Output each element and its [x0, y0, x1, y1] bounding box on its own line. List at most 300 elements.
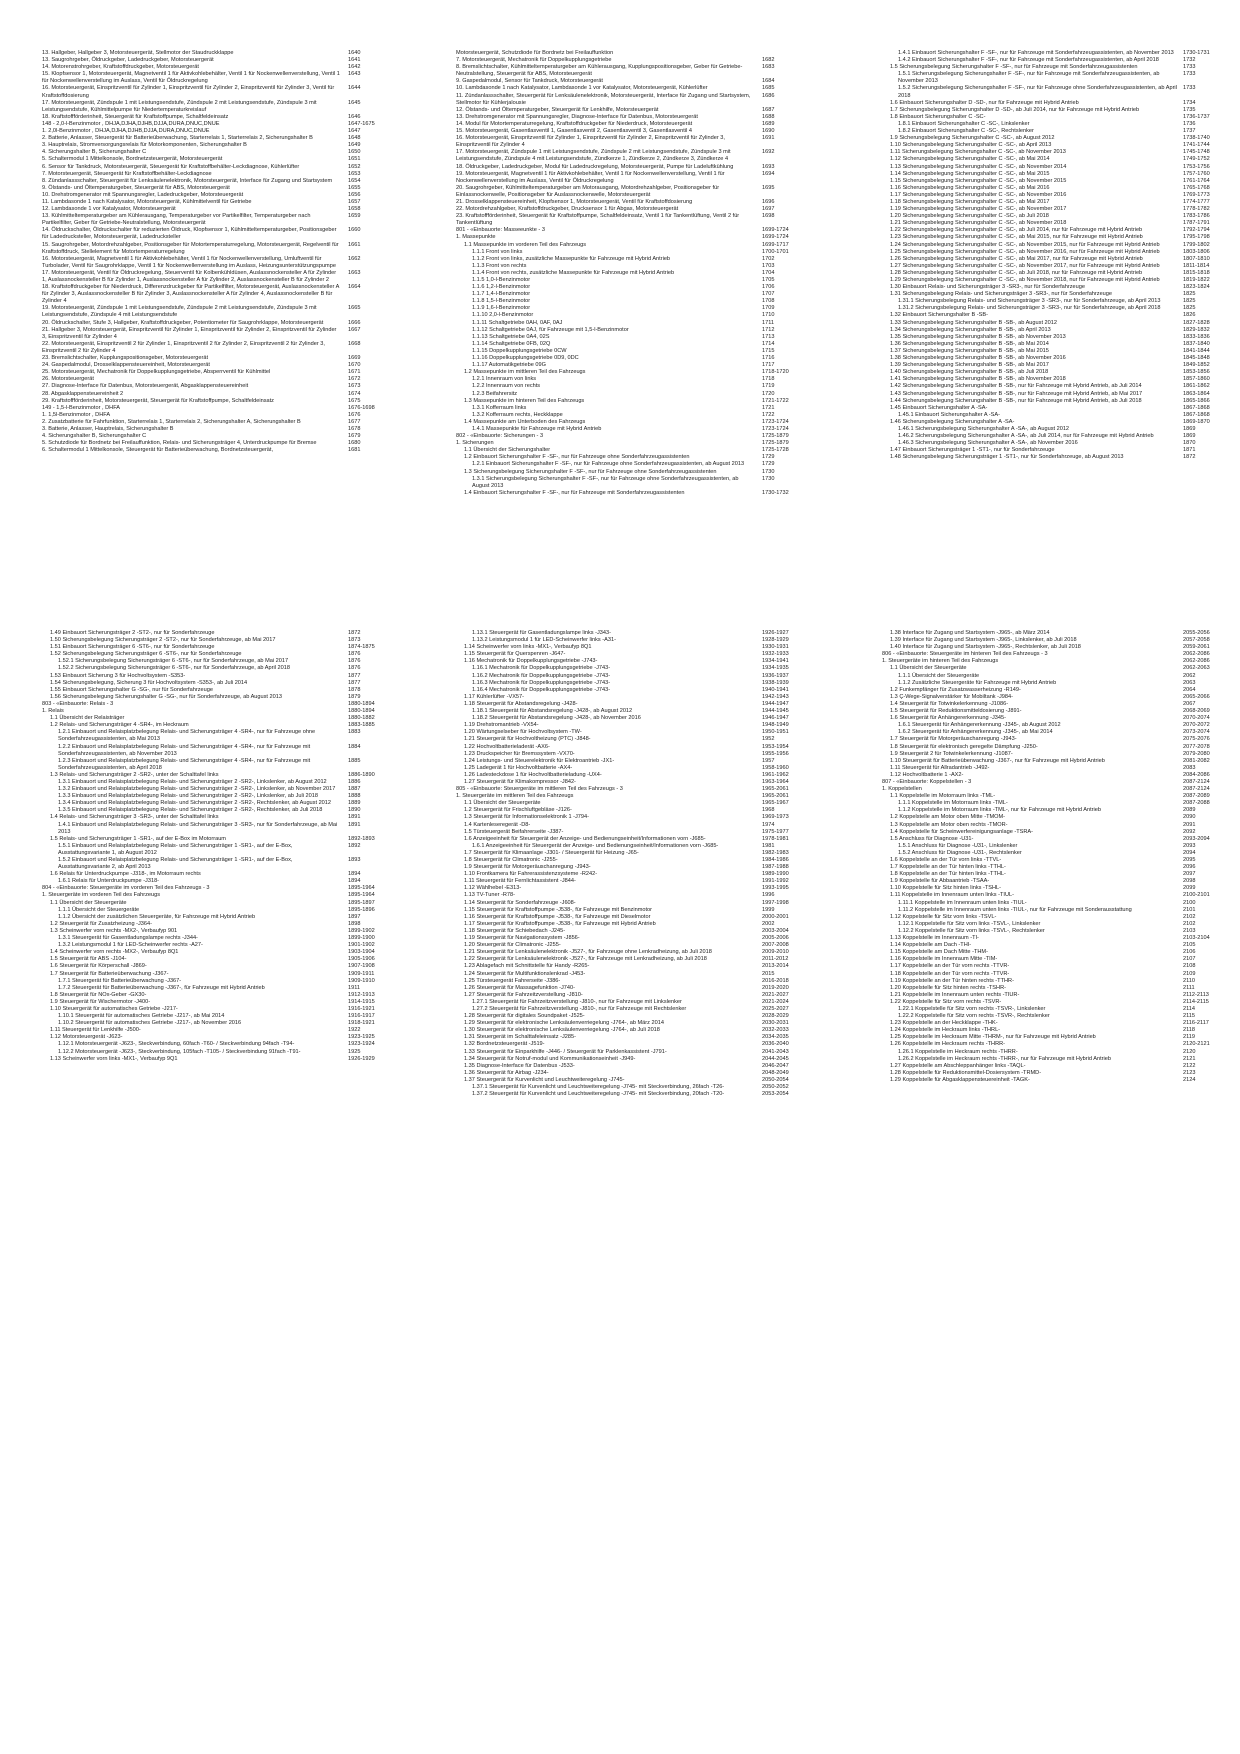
toc-entry [42, 814, 392, 821]
toc-entry-title: 9. Gaspedalmodul, Sensor für Tankdruck, Motorsteuergerät [456, 78, 603, 85]
toc-entry [882, 334, 1227, 341]
toc-entry-title: 1.4 Massepunkte am Unterboden des Fahrzeugs [464, 418, 586, 425]
toc-entry [882, 376, 1227, 383]
toc-entry [456, 878, 806, 885]
toc-entry [456, 673, 806, 680]
toc-entry-title: 1.31 Sicherungsbelegung Relais- und Sicherungsträger 3 -SR3-, nur für Sonderfahrzeuge [890, 291, 1113, 298]
toc-entry-title: 1.38 Interface für Zugang und Startsystem -J965-, ab März 2014 [890, 630, 1050, 636]
toc-entry [882, 128, 1227, 135]
toc-entry-page: 1895-1897 [348, 899, 375, 906]
toc-entry [882, 992, 1227, 999]
toc-entry [42, 715, 392, 722]
toc-entry [882, 793, 1227, 800]
toc-entry-page: 1895-1964 [348, 885, 375, 892]
toc-entry-page: 1669 [348, 355, 361, 362]
toc-entry [456, 772, 806, 779]
toc-entry-title: 1.7.2 Steuergerät für Batterieüberwachung -J367-, für Fahrzeuge mit Hybrid Antrieb [58, 984, 265, 991]
toc-entry-title: 1.18 Koppelstelle an der Tür vorn rechts -TTVR- [890, 970, 1010, 977]
toc-entry-page: 1877 [348, 679, 361, 686]
toc-entry-page: 1642 [348, 64, 361, 71]
toc-entry-title: 1.12.1 Motorsteuergerät -J623-, Steckverbindung, 60fach -T60- / Steckverbindung 94fach -T94- [58, 1041, 295, 1048]
toc-entry-page: 2013-2014 [762, 963, 789, 970]
toc-entry-title: 8. Zündanlassschalter, Steuergerät für Lenksäulenelektronik, Motorsteuergerät, Interface für Zugang und Startsystem [42, 177, 333, 184]
toc-entry-title: 23. Kraftstoffförderinheit, Steuergerät für Kraftstoffpumpe, Schaltfeldeinsatz, Ventil 1 für Tankentlüftung, Ventil 2 für Tankentlüftung [456, 213, 740, 227]
toc-entry-page: 2003-2004 [762, 927, 789, 934]
toc-entry-page: 1877 [348, 672, 361, 679]
toc-entry [456, 412, 806, 419]
toc-entry-title: 1.5.2 Einbauort und Relaisplatzbelegung Relais- und Sicherungsträger 1 -SR1-, auf der E-Box, Ausstattungsvariante 2, ab April 2013 [58, 857, 293, 871]
toc-entry-page: 1829-1832 [1183, 326, 1210, 333]
toc-entry-title: 1.27.2 Steuergerät für Fahrzeitzverstellung -J810-, nur für Fahrzeuge mit Rechtslenker [472, 1005, 687, 1012]
toc-entry [882, 843, 1227, 850]
toc-entry [42, 156, 392, 163]
toc-entry-page: 2015 [762, 970, 775, 977]
toc-entry [882, 836, 1227, 843]
toc-entry-title: 1.22.2 Koppelstelle für Sitz vorn rechts -TSVR-, Rechtslenker [898, 1013, 1050, 1020]
toc-entry [882, 1077, 1227, 1084]
toc-entry-page: 1692 [762, 149, 775, 156]
toc-entry [42, 57, 392, 64]
toc-entry-page: 1833-1836 [1183, 333, 1210, 340]
toc-entry [456, 341, 806, 348]
toc-entry [456, 956, 806, 963]
toc-entry [456, 454, 806, 461]
toc-entry [42, 935, 392, 942]
toc-entry-title: 1.1 Übersicht der Steuergeräte [890, 665, 967, 672]
toc-entry-title: 11. Lambdasonde 1 nach Katalysator, Motorsteuergerät, Kühlmittelventil für Getriebe [42, 198, 252, 205]
toc-entry-title: 1.1.2 Front von links, zusätzliche Massepunkte für Fahrzeuge mit Hybrid Antrieb [472, 255, 671, 262]
toc-entry-page: 2103 [1183, 927, 1196, 934]
toc-entry [42, 1041, 392, 1048]
toc-entry-title: 1.42 Sicherungsbelegung Sicherungshalter B -SB-, nur für Fahrzeuge mit Hybrid Antrieb, ab Juli 2014 [890, 383, 1142, 390]
toc-entry-title: 1.3.3 Einbauort und Relaisplatzbelegung Relais- und Sicherungsträger 2 -SR2-, Linkslenker, ab Juli 2018 [58, 793, 318, 800]
toc-entry-title: 1.8.1 Einbauort Sicherungshalter C -SC-, Linkslenker [898, 120, 1030, 127]
toc-entry-page: 1989-1990 [762, 871, 789, 878]
toc-entry-title: 1.18.2 Steuergerät für Abstandsregelung -J428-, ab November 2016 [472, 715, 641, 722]
toc-entry-page: 1878 [348, 686, 361, 693]
toc-entry-title: 1.2 Einbauort Sicherungshalter F -SF-, nur für Fahrzeuge ohne Sonderfahrzeugassistenten [464, 454, 690, 461]
toc-entry-title: 1.43 Sicherungsbelegung Sicherungshalter B -SB-, nur für Fahrzeuge mit Hybrid Antrieb, ab Mai 2017 [890, 390, 1143, 397]
toc-entry-page: 1936-1937 [762, 672, 789, 679]
toc-entry-title: 1.1.2 Zusätzliche Steuergeräte für Fahrzeuge mit Hybrid Antrieb [898, 679, 1057, 686]
toc-entry-page: 2087-2124 [1183, 778, 1210, 785]
toc-entry-title: 4. Sicherungshalter B, Sicherungshalter C [42, 433, 147, 440]
toc-entry [42, 800, 392, 807]
toc-entry-title: 1.4.2 Einbauort Sicherungshalter F -SF-, nur für Fahrzeuge mit Sonderfahrzeugassistenten, ab April 2018 [898, 57, 1159, 64]
toc-entry-page: 1815-1818 [1183, 269, 1210, 276]
toc-entry-page: 1733 [1183, 85, 1196, 92]
toc-entry-page: 2016-2018 [762, 977, 789, 984]
toc-entry [456, 885, 806, 892]
toc-entry-page: 2120 [1183, 1048, 1196, 1055]
toc-entry-page: 1930-1931 [762, 644, 789, 651]
toc-entry [456, 57, 806, 64]
toc-entry-title: 16. Motorsteuergerät, Einspritzventil für Zylinder 1, Einspritzventil für Zylinder 2, Einspritzventil für Zylinder 3, Einspritzventil für Zylinder 4 [456, 135, 725, 149]
toc-entry [456, 971, 806, 978]
toc-entry-page: 2107 [1183, 956, 1196, 963]
toc-entry-page: 1963-1964 [762, 778, 789, 785]
toc-entry-page: 1681 [348, 447, 361, 454]
toc-entry-page: 1894 [348, 878, 361, 885]
toc-entry-title: 1.24 Leistungs- und Steuerelektronik für Elektroantrieb -JX1- [464, 757, 615, 764]
toc-entry [42, 1027, 392, 1034]
toc-entry-title: 1.5.1 Anschluss für Diagnose -U31-, Linkslenker [898, 842, 1018, 849]
toc-entry-page: 1733 [1183, 71, 1196, 78]
toc-entry-page: 1961-1962 [762, 771, 789, 778]
toc-entry-page: 1879 [348, 693, 361, 700]
toc-entry-page: 1729 [762, 454, 775, 461]
toc-entry-page: 1965-2061 [762, 786, 789, 793]
toc-entry-title: 1. Steuergeräte im mittleren Teil des Fahrzeugs [456, 793, 574, 800]
toc-entry-page: 2028-2029 [762, 1013, 789, 1020]
toc-entry-title: 17. Motorsteuergerät, Zündspule 1 mit Leistungsendstufe, Zündspule 2 mit Leistungsendstufe, Zündspule 3 mit Leistungsendstufe, Kühlmittelpumpe für Niedertemperaturkreislauf [42, 99, 317, 113]
toc-entry-page: 1826 [1183, 312, 1196, 319]
toc-entry-page: 1717 [762, 362, 775, 369]
toc-entry [456, 426, 806, 433]
toc-entry-title: 1.1.8 1,5-l-Benzinmotor [472, 298, 531, 305]
toc-entry [456, 93, 806, 107]
toc-entry-page: 1867-1868 [1183, 411, 1210, 418]
toc-entry-page: 1650 [348, 149, 361, 156]
toc-entry-title: 1.23 Koppelstelle an der Heckklappe -THK- [890, 1020, 998, 1027]
toc-entry-page: 2112-2113 [1183, 991, 1209, 998]
toc-entry [42, 694, 392, 701]
toc-entry [42, 305, 392, 319]
toc-entry-title: 1.1.4 Front von rechts, zusätzliche Massepunkte für Fahrzeuge mit Hybrid Antrieb [472, 269, 675, 276]
toc-entry [42, 398, 392, 405]
toc-entry-title: 1.30 Steuergerät für elektronische Lenksäulenverriegelung -J764-, ab Juli 2018 [464, 1027, 660, 1034]
toc-entry-page: 1888 [348, 793, 361, 800]
toc-entry-page: 1725-1879 [762, 433, 789, 440]
toc-entry-title: 14. Modul für Motortemperaturregelung, Kraftstoffdruckgeber für Niederdruck, Motorsteuergerät [456, 120, 693, 127]
toc-entry-title: 1.45.1 Einbauort Sicherungshalter A -SA- [898, 411, 1000, 418]
toc-entry-title: 1.52.1 Sicherungsbelegung Sicherungsträger 6 -ST6-, nur für Sonderfahrzeuge, ab Mai 2017 [58, 658, 289, 665]
toc-entry-page: 1685 [762, 85, 775, 92]
toc-entry-page: 1811-1814 [1183, 262, 1210, 269]
toc-entry-title: 1.13.2 Leistungsmodul 1 für LED-Scheinwerfer links -A31- [472, 637, 616, 644]
toc-entry [456, 284, 806, 291]
toc-entry-title: 22. Motorsteuergerät, Einspritzventil 2 für Zylinder 1, Einspritzventil 2 für Zylinder 2, Einspritzventil 2 für Zylinder 3, Einspritzventil 2 für Zylinder 4 [42, 340, 325, 354]
toc-entry-title: 1.12 Koppelstelle für Sitz vorn links -TSVL- [890, 913, 997, 920]
toc-entry-page: 1723-1724 [762, 418, 789, 425]
toc-entry-page: 1709 [762, 305, 775, 312]
toc-entry-page: 1690 [762, 128, 775, 135]
toc-entry-title: 1.23 Druckspeicher für Bremssystem -VX70- [464, 750, 575, 757]
toc-entry-title: 1.45 Einbauort Sicherungshalter A -SA- [890, 404, 988, 411]
toc-entry [456, 786, 806, 793]
toc-entry-page: 1909-1910 [348, 977, 375, 984]
toc-entry [882, 1027, 1227, 1034]
toc-entry-page: 2094 [1183, 849, 1196, 856]
toc-entry-title: 1.26 Steuergerät für Massagefunktion -J740- [464, 984, 576, 991]
toc-entry-title: 1.13 Scheinwerfer vorn links -MX1-, Verbaufyp 9Q1 [50, 1055, 178, 1062]
toc-entry-page: 1916-1921 [348, 1005, 375, 1012]
toc-entry-page: 1730 [762, 468, 775, 475]
toc-entry-title: 1.10 Steuergerät für Batterieüberwachung -J367-, nur für Fahrzeuge mit Hybrid Antrieb [890, 757, 1105, 764]
toc-entry-title: 1. Relais [42, 708, 64, 715]
toc-entry [456, 320, 806, 327]
toc-entry-title: 1.34 Steuergerät für Notruf-modul und Kommunikationseinheit -J949- [464, 1055, 636, 1062]
toc-entry-page: 2123 [1183, 1069, 1196, 1076]
toc-entry [882, 644, 1227, 651]
toc-entry-title: 1.5 Steuergerät für ABS -J104- [50, 956, 127, 963]
toc-entry-title: 1.6.1 Steuergerät für Anhängererkennung -J345-, ab August 2012 [898, 722, 1061, 729]
toc-entry [882, 57, 1227, 64]
toc-entry-page: 1876 [348, 665, 361, 672]
toc-entry-title: 1.3.4 Einbauort und Relaisplatzbelegung Relais- und Sicherungsträger 2 -SR2-, Rechtslenker, ab August 2012 [58, 800, 332, 807]
toc-entry-title: 1.19 Koppelstelle an der Tür hinten rechts -TTHR- [890, 977, 1014, 984]
toc-entry [456, 651, 806, 658]
toc-entry [456, 50, 806, 57]
toc-entry [882, 447, 1227, 454]
toc-entry-page: 1948-1949 [762, 722, 789, 729]
toc-column-5 [456, 630, 806, 1098]
toc-entry-page: 1825 [1183, 291, 1196, 298]
toc-entry-title: 1.5 Türsteuergerät Beifahrerseite -J387- [464, 828, 564, 835]
toc-entry [42, 391, 392, 398]
toc-entry-title: 1.4 Kartenleseregerät -D8- [464, 821, 531, 828]
toc-entry [42, 928, 392, 935]
toc-entry [42, 843, 392, 857]
toc-entry-title: 1.2 Massepunkte im mittleren Teil des Fahrzeugs [464, 369, 586, 376]
toc-entry [882, 999, 1227, 1006]
toc-entry-page: 1883 [348, 729, 361, 736]
toc-entry-page: 2096 [1183, 864, 1196, 871]
toc-entry-title: 1.2.1 Einbauort Sicherungshalter F -SF-, nur für Fahrzeuge ohne Sonderfahrzeugassistenten, ab August 2013 [472, 461, 745, 468]
toc-entry [42, 722, 392, 729]
toc-entry-title: 28. Abgasklappensteuereinheit 2 [42, 390, 124, 397]
toc-entry-page: 1710 [762, 312, 775, 319]
toc-entry-title: 1.8 Steuergerät für Climatronic -J255- [464, 857, 558, 863]
toc-entry [882, 284, 1227, 291]
toc-entry [456, 362, 806, 369]
toc-entry [882, 220, 1227, 227]
toc-entry [882, 71, 1227, 85]
toc-entry-page: 1981 [762, 842, 775, 849]
toc-entry [456, 644, 806, 651]
toc-entry [882, 100, 1227, 107]
toc-entry-title: 18. Kraftstoffförderinheit, Steuergerät für Kraftstoffpumpe, Schaltfeldeinsatz [42, 113, 229, 120]
toc-entry-title: 1.15 Koppelstelle am Dach Mitte -THM- [890, 949, 988, 956]
toc-entry [882, 1063, 1227, 1070]
toc-entry-title: 12. Ölstands- und Öltemperaturgeber, Steuergerät für Lenkhilfe, Motorsteuergerät [456, 106, 659, 113]
toc-entry-title: 1.1 Übersicht der Sicherungshalter [464, 447, 551, 454]
toc-entry-title: 1.11.2 Koppelstelle im Innenraum unten links -TIUL-, nur für Fahrzeuge mit Sonderausstattung [898, 906, 1132, 913]
toc-entry [42, 956, 392, 963]
toc-entry [456, 327, 806, 334]
toc-entry-page: 1718-1720 [762, 369, 789, 376]
toc-entry-page: 1895-1964 [348, 892, 375, 899]
toc-entry [456, 1006, 806, 1013]
toc-entry-title: 1.21 Koppelstelle im Innenraum unten rechts -TIUR- [890, 991, 1020, 998]
toc-entry-page: 1653 [348, 170, 361, 177]
toc-entry-page: 1769-1773 [1183, 191, 1210, 198]
toc-entry [882, 1006, 1227, 1013]
toc-entry-title: 1.8 Einbauort Sicherungshalter C -SC- [890, 113, 986, 120]
toc-entry-page: 1730-1732 [762, 489, 789, 496]
toc-entry-page: 1892-1893 [348, 835, 375, 842]
toc-entry-page: 2099 [1183, 885, 1196, 892]
toc-entry [42, 227, 392, 241]
toc-entry [456, 234, 806, 241]
toc-entry-page: 1907-1908 [348, 963, 375, 970]
toc-entry-title: 1.24 Steuergerät für Multifunktionslenkrad -J453- [464, 970, 586, 977]
toc-entry-title: 1.1.3 Front von rechts [472, 262, 527, 269]
toc-entry-title: 1. Koppelstellen [882, 786, 922, 793]
toc-entry-page: 1741-1744 [1183, 142, 1210, 149]
toc-entry-title: 1.56 Sicherungsbelegung Sicherungshalter G -SG-, nur für Sonderfahrzeuge, ab August 2013 [50, 693, 282, 700]
toc-entry [42, 758, 392, 772]
toc-entry-page: 1926-1929 [348, 1055, 375, 1062]
toc-entry [456, 369, 806, 376]
toc-entry-page: 1774-1777 [1183, 198, 1210, 205]
toc-entry [42, 355, 392, 362]
toc-entry [882, 680, 1227, 687]
toc-entry-title: 1.30 Einbauort Relais- und Sicherungsträger 3 -SR3-, nur für Sonderfahrzeuge [890, 284, 1085, 291]
toc-entry [882, 320, 1227, 327]
toc-entry-title: 1.1 Übersicht der Steuergeräte [50, 899, 127, 906]
toc-entry-page: 1987-1988 [762, 864, 789, 871]
toc-entry-title: 1.1.2 Übersicht der zusätzlichen Steuergeräte, für Fahrzeuge mit Hybrid Antrieb [58, 913, 256, 920]
toc-entry [456, 928, 806, 935]
toc-entry-title: 1.27 Sicherungsbelegung Sicherungshalter C -SC-, ab November 2017, nur für Fahrzeuge mit Hybrid Antrieb [890, 262, 1160, 269]
toc-entry [456, 242, 806, 249]
toc-entry [882, 277, 1227, 284]
toc-entry-title: 1.31 Steuergerät im Schalttafeleinsatz -J285- [464, 1034, 576, 1041]
toc-entry [42, 405, 392, 412]
toc-entry [882, 807, 1227, 814]
toc-entry-title: 8. Bremslichtschalter, Kühlmitteltemperaturgeber am Kühlerausgang, Kupplungspositionsgeber, Geber für Getriebe-Neutralstellung, Steuergerät für ABS, Motorsteuergerät [456, 64, 743, 78]
toc-entry-title: 1.21 Steuergerät für Lenksäulenelektronik -J527-, für Fahrzeuge ohne Lenkradheizung, ab Juli 2018 [464, 949, 712, 956]
toc-entry [42, 680, 392, 687]
toc-entry-page: 1825 [1183, 298, 1196, 305]
toc-entry-title: 18. Öldruckgeber, Ladedruckgeber, Modul für Ladedruckregelung, Motorsteuergerät, Pumpe für Ladeluftkühlung [456, 163, 734, 170]
toc-entry [882, 963, 1227, 970]
toc-entry [456, 722, 806, 729]
toc-entry-page: 1901-1902 [348, 942, 375, 949]
toc-entry-page: 1893 [348, 857, 361, 863]
toc-entry-title: 1.4 Steuergerät für Totwinkelerkennung -J1086- [890, 700, 1009, 707]
toc-entry-title: 1.22 Koppelstelle für Sitz vorn rechts -TSVR- [890, 998, 1002, 1005]
toc-entry [42, 885, 392, 892]
toc-entry-page: 1721-1722 [762, 397, 789, 404]
toc-entry-title: 1.2.3 Einbauort und Relaisplatzbelegung Relais- und Sicherungsträger 4 -SR4-, nur für Fahrzeuge mit Sonderfahrzeugassistenten, ab April 2018 [58, 757, 311, 771]
toc-entry [456, 291, 806, 298]
toc-entry [882, 1056, 1227, 1063]
toc-entry [42, 644, 392, 651]
toc-entry [42, 419, 392, 426]
toc-entry-title: 1.6 Relais für Unterdruckpumpe -J318-, im Motorraum rechts [50, 871, 201, 878]
toc-entry-page: 1965-1967 [762, 800, 789, 807]
toc-entry-page: 2065-2066 [1183, 693, 1210, 700]
toc-entry [42, 878, 392, 885]
toc-entry-page: 1695 [762, 184, 775, 191]
toc-entry-title: 1.8 Steuergerät für NOx-Geber -GX30- [50, 991, 147, 998]
toc-entry-title: 25. Motorsteuergerät, Mechatronik für Doppelkupplungsgetriebe, Absperrventil für Kühlmittel [42, 369, 271, 376]
toc-entry-title: 149 - 1,5-l-Benzinmotor , DHFA [42, 404, 121, 411]
toc-entry [456, 128, 806, 135]
toc-entry-title: 1.46.2 Sicherungsbelegung Sicherungshalter A -SA-, ab Juli 2014, nur für Fahrzeuge mit Hybrid Antrieb [898, 433, 1154, 440]
toc-entry-title: 1.9 Steuergerät für Wischermotor -J400- [50, 998, 151, 1005]
toc-entry-page: 1720 [762, 390, 775, 397]
toc-entry-title: 1.36 Sicherungsbelegung Sicherungshalter B -SB-, ab Mai 2014 [890, 340, 1049, 347]
toc-column-1 [42, 50, 392, 454]
toc-entry-title: 1.3 Steuergerät für Informationselektronik 1 -J794- [464, 814, 589, 821]
toc-entry [882, 1013, 1227, 1020]
toc-entry-page: 1849-1852 [1183, 362, 1210, 369]
toc-entry [42, 892, 392, 899]
toc-entry-title: 1.52.2 Sicherungsbelegung Sicherungsträger 6 -ST6-, nur für Sonderfahrzeuge, ab April 2018 [58, 665, 290, 672]
toc-entry [42, 729, 392, 743]
toc-entry-page: 1916-1917 [348, 1013, 375, 1020]
toc-entry-title: 1.25 Türsteuergerät Fahrerseite -J386- [464, 977, 561, 984]
toc-entry [456, 447, 806, 454]
toc-entry-page: 2005-2006 [762, 935, 789, 942]
toc-entry-page: 1702 [762, 255, 775, 262]
toc-entry-title: 1.16.2 Mechatronik für Doppelkupplungsgetriebe -J743- [472, 672, 611, 679]
toc-entry [42, 701, 392, 708]
toc-entry [456, 270, 806, 277]
toc-entry-title: 1.11 Steuergerät für Allradantrieb -J492- [890, 764, 990, 771]
toc-entry-title: 1.16 Steuergerät für Kraftstoffpumpe -J538-, für Fahrzeuge mit Dieselmotor [464, 913, 651, 920]
toc-entry-title: 1.5.1 Einbauort und Relaisplatzbelegung Relais- und Sicherungsträger 1 -SR1-, auf der E-Box, Ausstattungsvariante 1, ab August 2012 [58, 842, 293, 856]
toc-entry-page: 1934-1935 [762, 665, 789, 672]
toc-entry-title: 804 - «Einbauorte: Steuergeräte im vorderen Teil des Fahrzeugs - 3 [42, 885, 210, 892]
toc-entry-title: 1.25 Ladegerät 1 für Hochvoltbatterie -AX4- [464, 764, 573, 771]
toc-entry [42, 999, 392, 1006]
toc-entry-title: 1.19 Steuergerät für Navigationssystem -J856- [464, 935, 580, 942]
toc-entry-page: 1887 [348, 786, 361, 793]
toc-entry [42, 369, 392, 376]
toc-entry [42, 100, 392, 114]
toc-entry [42, 270, 392, 284]
toc-entry-page: 1905-1906 [348, 956, 375, 963]
toc-entry-page: 1652 [348, 163, 361, 170]
toc-entry [882, 885, 1227, 892]
toc-entry-title: 1.48 Sicherungsbelegung Sicherungsträger 1 -ST1-, nur für Sonderfahrzeuge, ab August 2013 [890, 454, 1124, 461]
toc-entry-title: 1.22 Hochvoltbatterieladerät -AX6- [464, 743, 550, 750]
toc-entry-title: 20. Saugrohrgeber, Kühlmitteltemperaturgeber am Motorausgang, Motordrehzahlgeber, Positionsgeber für Einlassnockenwelle, Positionsgeber für Auslassnockenwelle, Motorsteuergerät [456, 184, 720, 198]
toc-entry-page: 1672 [348, 376, 361, 383]
toc-entry [456, 949, 806, 956]
toc-entry [882, 850, 1227, 857]
toc-entry-title: 1.27 Koppelstelle am Abschleppanhänger links -TAQL- [890, 1062, 1026, 1069]
toc-entry [882, 779, 1227, 786]
toc-entry-title: 1.1.6 1,2-l-Benzinmotor [472, 284, 531, 291]
toc-entry-page: 2050-2052 [762, 1084, 789, 1090]
toc-entry-page: 1718 [762, 376, 775, 383]
toc-entry [456, 751, 806, 758]
toc-entry-title: 1.1 Übersicht der Steuergeräte [464, 800, 541, 807]
toc-entry-page: 1911 [348, 984, 361, 991]
toc-entry-page: 1721 [762, 404, 775, 411]
toc-entry [882, 419, 1227, 426]
toc-entry [456, 185, 806, 199]
toc-entry-title: 1.55 Einbauort Sicherungshalter G -SG-, nur für Sonderfahrzeuge [50, 686, 213, 693]
toc-entry [42, 871, 392, 878]
toc-entry [42, 213, 392, 227]
toc-entry [456, 355, 806, 362]
toc-entry-page: 1693 [762, 163, 775, 170]
toc-entry-title: 1.29 Koppelstelle für Abgasklappensteuereinheit -TAGK- [890, 1076, 1030, 1083]
toc-entry-page: 2055-2056 [1183, 630, 1210, 636]
toc-entry [456, 665, 806, 672]
toc-entry-title: 14. Motorenstrohrgeber, Kraftstoffdruckgeber, Motorsteuergerät [42, 64, 199, 71]
toc-entry-title: 16. Motorsteuergerät, Einspritzventil für Zylinder 1, Einspritzventil für Zylinder 2, Einspritzventil für Zylinder 3, Ventil für Kraftstoffdosierung [42, 85, 335, 99]
toc-entry-page: 1899-1902 [348, 927, 375, 934]
toc-entry-page: 1946-1947 [762, 715, 789, 722]
toc-entry-page: 1982-1983 [762, 849, 789, 856]
